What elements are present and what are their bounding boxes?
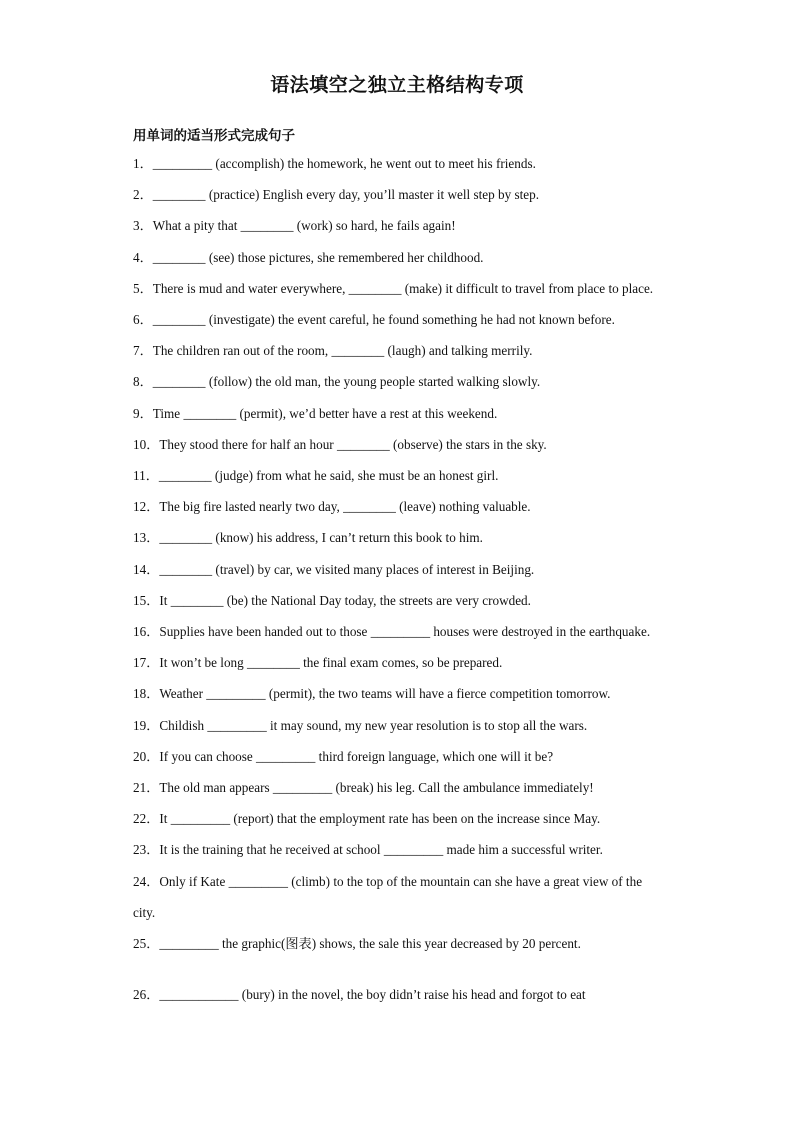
question-item-18: 18．Weather _________ (permit), the two teams will have a fierce competition tomorrow.	[133, 686, 611, 702]
question-item-26: 26．____________ (bury) in the novel, the boy didn’t raise his head and forgot to eat	[133, 987, 586, 1003]
question-item-15: 15．It ________ (be) the National Day today, the streets are very crowded.	[133, 592, 531, 608]
question-item-9: 9．Time ________ (permit), we’d better have a rest at this weekend.	[133, 405, 498, 421]
question-item-22: 22．It _________ (report) that the employment rate has been on the increase since May.	[133, 811, 601, 827]
question-list	[133, 148, 663, 1010]
question-item-24: 24．Only if Kate _________ (climb) to the top of the mountain can she have a great view of the city.	[133, 873, 643, 920]
question-item-17: 17．It won’t be long ________ the final exam comes, so be prepared.	[133, 655, 503, 671]
section-heading: 用单词的适当形式完成句子	[133, 128, 295, 144]
question-item-13: 13．________ (know) his address, I can’t return this book to him.	[133, 530, 483, 546]
question-item-14: 14．________ (travel) by car, we visited many places of interest in Beijing.	[133, 561, 535, 577]
question-item-25: 25．_________ the graphic(图表) shows, the sale this year decreased by 20 percent.	[133, 936, 581, 952]
question-item-6: 6．________ (investigate) the event careful, he found something he had not known before.	[133, 312, 615, 328]
question-item-1: 1．_________ (accomplish) the homework, he went out to meet his friends.	[133, 156, 536, 171]
question-item-12: 12．The big fire lasted nearly two day, ________ (leave) nothing valuable.	[133, 499, 531, 515]
question-item-10: 10．They stood there for half an hour ________ (observe) the stars in the sky.	[133, 436, 547, 452]
question-item-8: 8．________ (follow) the old man, the young people started walking slowly.	[133, 374, 541, 390]
question-item-5: 5．There is mud and water everywhere, ________ (make) it difficult to travel from place to place.	[133, 280, 654, 296]
question-item-7: 7．The children ran out of the room, ________ (laugh) and talking merrily.	[133, 343, 533, 359]
question-item-23: 23．It is the training that he received at school _________ made him a successful writer.	[133, 842, 603, 858]
question-item-21: 21．The old man appears _________ (break) his leg. Call the ambulance immediately!	[133, 780, 594, 796]
question-item-16: 16．Supplies have been handed out to those _________ houses were destroyed in the earthquake.	[133, 624, 651, 640]
question-item-4: 4．________ (see) those pictures, she remembered her childhood.	[133, 249, 484, 265]
question-item-20: 20．If you can choose _________ third foreign language, which one will it be?	[133, 748, 554, 764]
question-item-19: 19．Childish _________ it may sound, my new year resolution is to stop all the wars.	[133, 717, 588, 733]
question-item-11: 11．________ (judge) from what he said, she must be an honest girl.	[133, 468, 499, 484]
question-item-3: 3．What a pity that ________ (work) so hard, he fails again!	[133, 218, 456, 234]
page-title: 语法填空之独立主格结构专项	[270, 74, 524, 96]
question-item-2: 2．________ (practice) English every day, you’ll master it well step by step.	[133, 187, 540, 203]
